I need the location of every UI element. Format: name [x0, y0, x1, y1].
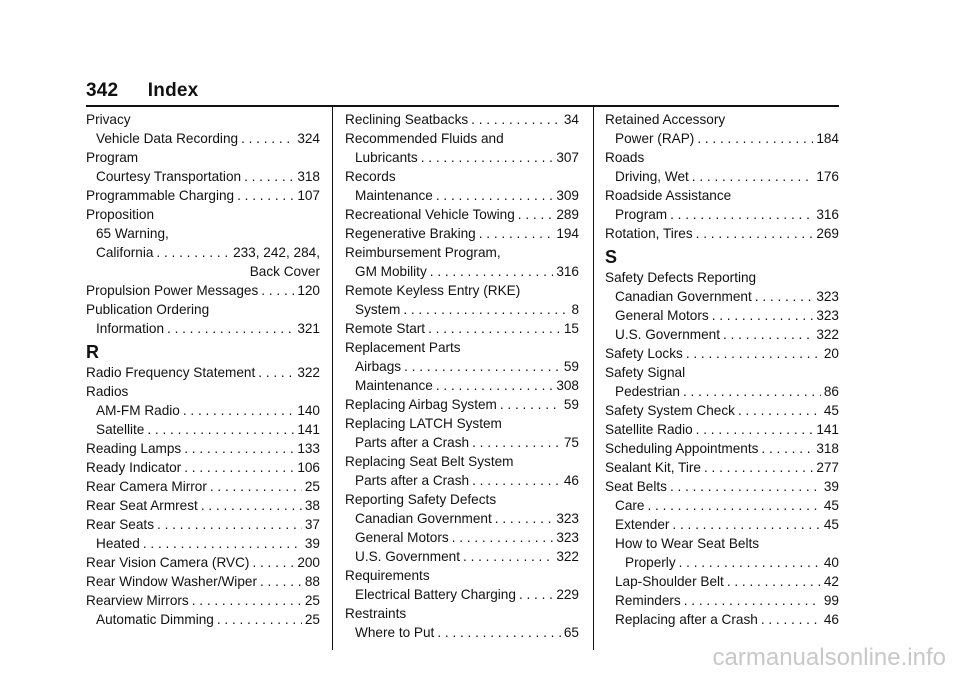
- entry-text: AM-FM Radio: [96, 403, 180, 418]
- page-ref: 42: [823, 574, 839, 589]
- entry-text: Courtesy Transportation: [96, 169, 242, 184]
- index-entry: [605, 439, 839, 458]
- entry-text: System: [355, 302, 401, 317]
- dot-leader: [436, 186, 553, 205]
- entry-text: Lubricants: [355, 150, 418, 165]
- index-heading: [605, 268, 839, 287]
- page-ref: 99: [823, 593, 839, 608]
- dot-leader: [217, 610, 302, 629]
- page-number: 342: [86, 80, 119, 101]
- page-ref: 15: [563, 321, 579, 336]
- page-ref: 323: [556, 530, 579, 545]
- index-entry: [605, 401, 839, 420]
- entry-text: Information: [96, 321, 165, 336]
- dot-leader: [479, 224, 554, 243]
- entry-text: Care: [615, 498, 645, 513]
- index-entry: [345, 623, 579, 642]
- entry-text: Reading Lamps: [86, 441, 182, 456]
- index-entry: [86, 439, 320, 458]
- page-ref: 86: [823, 384, 839, 399]
- index-heading: [345, 414, 579, 433]
- entry-text: Rear Seats: [86, 517, 155, 532]
- entry-text: Heated: [96, 536, 140, 551]
- dot-leader: [684, 591, 821, 610]
- dot-leader: [723, 325, 813, 344]
- section-letter: S: [605, 247, 618, 267]
- page-ref: 40: [823, 555, 839, 570]
- entry-text: Program: [615, 207, 668, 222]
- index-entry: [345, 547, 579, 566]
- entry-text: Parts after a Crash: [355, 473, 470, 488]
- entry-text: Lap-Shoulder Belt: [615, 574, 724, 589]
- page-ref: 176: [816, 169, 839, 184]
- index-entry: [86, 553, 320, 572]
- index-entry: [345, 395, 579, 414]
- page-ref: 269: [816, 226, 839, 241]
- dot-leader: [184, 439, 294, 458]
- index-entry: [345, 262, 579, 281]
- index-entry: [86, 591, 320, 610]
- entry-text: Airbags: [355, 359, 402, 374]
- dot-leader: [495, 509, 554, 528]
- entry-text: GM Mobility: [355, 264, 427, 279]
- dot-leader: [738, 401, 821, 420]
- dot-leader: [167, 319, 294, 338]
- entry-text: Rear Window Washer/Wiper: [86, 574, 257, 589]
- entry-text: Replacing Seat Belt System: [345, 454, 514, 469]
- page-ref: 107: [297, 188, 320, 203]
- dot-leader: [518, 205, 554, 224]
- page-ref: 318: [297, 169, 320, 184]
- entry-text: Seat Belts: [605, 479, 667, 494]
- entry-text: How to Wear Seat Belts: [615, 536, 760, 551]
- page-ref: 25: [304, 612, 320, 627]
- index-entry: [86, 572, 320, 591]
- entry-text: Recreational Vehicle Towing: [345, 207, 515, 222]
- page-ref: 25: [304, 593, 320, 608]
- page-ref: 37: [304, 517, 320, 532]
- dot-leader: [463, 547, 553, 566]
- index-heading: [86, 148, 320, 167]
- page-ref: 309: [556, 188, 579, 203]
- page-ref: 323: [816, 289, 839, 304]
- dot-leader: [183, 401, 294, 420]
- index-entry: [605, 553, 839, 572]
- index-entry: [345, 148, 579, 167]
- page-ref: 322: [556, 549, 579, 564]
- entry-text: California: [96, 245, 154, 260]
- entry-text: Satellite Radio: [605, 422, 693, 437]
- dot-leader: [252, 553, 294, 572]
- entry-text: Replacing after a Crash: [615, 612, 758, 627]
- index-entry: [605, 325, 839, 344]
- index-heading: [86, 110, 320, 129]
- dot-leader: [421, 148, 554, 167]
- entry-text: Maintenance: [355, 188, 433, 203]
- index-entry: [605, 382, 839, 401]
- entry-text: Reimbursement Program,: [345, 245, 501, 260]
- index-entry: [86, 477, 320, 496]
- index-heading: [345, 452, 579, 471]
- index-entry: [345, 110, 579, 129]
- dot-leader: [184, 458, 294, 477]
- entry-text: Recommended Fluids and: [345, 131, 504, 146]
- dot-leader: [430, 262, 554, 281]
- index-heading: [86, 300, 320, 319]
- index-entry: [345, 224, 579, 243]
- entry-text: Rear Vision Camera (RVC): [86, 555, 250, 570]
- index-entry: [86, 610, 320, 629]
- page-ref: 133: [297, 441, 320, 456]
- dot-leader: [704, 458, 813, 477]
- entry-text: Reminders: [615, 593, 681, 608]
- entry-text: Scheduling Appointments: [605, 441, 759, 456]
- page-ref: 316: [556, 264, 579, 279]
- page-ref: 106: [297, 460, 320, 475]
- dot-leader: [519, 585, 553, 604]
- index-heading: [86, 205, 320, 224]
- index-heading: [345, 604, 579, 623]
- index-entry: [86, 458, 320, 477]
- dot-leader: [670, 477, 821, 496]
- entry-text: Propulsion Power Messages: [86, 283, 259, 298]
- dot-leader: [404, 357, 561, 376]
- dot-leader: [696, 224, 814, 243]
- index-entry: [345, 585, 579, 604]
- page-ref: 140: [297, 403, 320, 418]
- index-entry: [605, 306, 839, 325]
- page-ref: 194: [556, 226, 579, 241]
- entry-text: Automatic Dimming: [96, 612, 214, 627]
- dot-leader: [201, 496, 302, 515]
- index-entry: [86, 420, 320, 439]
- entry-text: Remote Keyless Entry (RKE): [345, 283, 521, 298]
- index-heading: [86, 224, 320, 243]
- entry-text: Remote Start: [345, 321, 426, 336]
- index-heading: [345, 490, 579, 509]
- index-entry: [605, 129, 839, 148]
- dot-leader: [436, 376, 553, 395]
- index-entry: [605, 420, 839, 439]
- index-heading: [86, 262, 320, 281]
- dot-leader: [697, 129, 813, 148]
- index-entry: [86, 363, 320, 382]
- index-heading: [605, 110, 839, 129]
- watermark: carmanualsonline.info: [712, 644, 946, 671]
- entry-text: Roads: [605, 150, 645, 165]
- index-entry: [345, 186, 579, 205]
- entry-text: Where to Put: [355, 625, 435, 640]
- index-entry: [345, 528, 579, 547]
- index-entry: [605, 477, 839, 496]
- index-heading: [605, 148, 839, 167]
- entry-text: Pedestrian: [615, 384, 680, 399]
- dot-leader: [672, 515, 820, 534]
- page-ref: 20: [823, 346, 839, 361]
- dot-leader: [258, 363, 294, 382]
- index-entry: [86, 515, 320, 534]
- index-entry: [605, 610, 839, 629]
- index-entry: [345, 300, 579, 319]
- page-ref: 65: [563, 625, 579, 640]
- dot-leader: [403, 300, 568, 319]
- index-heading: [345, 129, 579, 148]
- page-ref: 323: [816, 308, 839, 323]
- entry-text: U.S. Government: [355, 549, 461, 564]
- page-ref: 307: [556, 150, 579, 165]
- entry-text: Requirements: [345, 568, 430, 583]
- header-rule: [86, 105, 839, 107]
- entry-text: General Motors: [355, 530, 449, 545]
- entry-text: Ready Indicator: [86, 460, 182, 475]
- page-ref: 323: [556, 511, 579, 526]
- page-ref: 184: [816, 131, 839, 146]
- entry-text: Maintenance: [355, 378, 433, 393]
- dot-leader: [679, 553, 821, 572]
- column-divider: [332, 105, 333, 650]
- entry-text: Rear Camera Mirror: [86, 479, 207, 494]
- page-ref: 141: [816, 422, 839, 437]
- index-heading: [345, 338, 579, 357]
- index-heading: [605, 534, 839, 553]
- dot-leader: [683, 382, 821, 401]
- page-ref: 8: [571, 302, 579, 317]
- page-ref: 229: [556, 587, 579, 602]
- entry-text: Rearview Mirrors: [86, 593, 189, 608]
- entry-text: Retained Accessory: [605, 112, 726, 127]
- dot-leader: [696, 420, 814, 439]
- entry-text: Replacing LATCH System: [345, 416, 502, 431]
- page-header: [86, 80, 198, 102]
- index-column-2: [345, 110, 579, 642]
- page-ref: 200: [297, 555, 320, 570]
- dot-leader: [686, 344, 821, 363]
- index-entry: [86, 401, 320, 420]
- entry-text: Satellite: [96, 422, 145, 437]
- dot-leader: [755, 287, 814, 306]
- dot-leader: [210, 477, 302, 496]
- entry-text: Regenerative Braking: [345, 226, 476, 241]
- index-entry: [86, 186, 320, 205]
- entry-text: Restraints: [345, 606, 407, 621]
- entry-text: Canadian Government: [355, 511, 492, 526]
- page-ref: 277: [816, 460, 839, 475]
- entry-text: Program: [86, 150, 139, 165]
- index-entry: [86, 496, 320, 515]
- entry-text: Rotation, Tires: [605, 226, 693, 241]
- index-entry: [605, 167, 839, 186]
- entry-text: Programmable Charging: [86, 188, 235, 203]
- index-entry: [86, 243, 320, 262]
- entry-text: Safety Locks: [605, 346, 683, 361]
- dot-leader: [472, 471, 561, 490]
- dot-leader: [692, 167, 814, 186]
- page-title: Index: [147, 80, 199, 101]
- index-heading: [345, 167, 579, 186]
- entry-text: Replacing Airbag System: [345, 397, 497, 412]
- page-ref: 45: [823, 498, 839, 513]
- page-ref: 75: [563, 435, 579, 450]
- dot-leader: [727, 572, 821, 591]
- column-divider: [593, 105, 594, 650]
- page-ref: 25: [304, 479, 320, 494]
- page-ref: 46: [563, 473, 579, 488]
- index-entry: [345, 357, 579, 376]
- dot-leader: [241, 129, 294, 148]
- page-ref: 308: [556, 378, 579, 393]
- entry-text: Safety Signal: [605, 365, 686, 380]
- entry-text: Reclining Seatbacks: [345, 112, 469, 127]
- page-ref: 59: [563, 359, 579, 374]
- entry-text: General Motors: [615, 308, 709, 323]
- page-ref: 316: [816, 207, 839, 222]
- dot-leader: [761, 439, 813, 458]
- entry-text: Roadside Assistance: [605, 188, 732, 203]
- dot-leader: [647, 496, 820, 515]
- entry-text: Vehicle Data Recording: [96, 131, 239, 146]
- index-entry: [605, 572, 839, 591]
- page-ref: 289: [556, 207, 579, 222]
- page-ref: 34: [563, 112, 579, 127]
- index-entry: [605, 515, 839, 534]
- entry-text: Properly: [625, 555, 676, 570]
- entry-text: U.S. Government: [615, 327, 721, 342]
- dot-leader: [471, 110, 561, 129]
- dot-leader: [156, 243, 230, 262]
- dot-leader: [437, 623, 561, 642]
- dot-leader: [261, 281, 294, 300]
- index-entry: [86, 534, 320, 553]
- entry-text: Radios: [86, 384, 129, 399]
- entry-text: Replacement Parts: [345, 340, 461, 355]
- dot-leader: [244, 167, 294, 186]
- dot-leader: [157, 515, 302, 534]
- page-ref: 322: [297, 365, 320, 380]
- section-letter: R: [86, 342, 99, 362]
- index-entry: [605, 287, 839, 306]
- entry-text: Sealant Kit, Tire: [605, 460, 701, 475]
- entry-text: Rear Seat Armrest: [86, 498, 198, 513]
- index-entry: [86, 319, 320, 338]
- dot-leader: [761, 610, 821, 629]
- dot-leader: [143, 534, 302, 553]
- index-heading: [345, 566, 579, 585]
- entry-text: Extender: [615, 517, 670, 532]
- page-ref: 233, 242, 284,: [233, 245, 320, 260]
- index-entry: [605, 496, 839, 515]
- dot-leader: [192, 591, 302, 610]
- dot-leader: [472, 433, 561, 452]
- entry-text: Safety System Check: [605, 403, 735, 418]
- index-column-3: [605, 110, 839, 629]
- entry-text: Reporting Safety Defects: [345, 492, 497, 507]
- index-entry: [605, 224, 839, 243]
- page-ref: 39: [823, 479, 839, 494]
- dot-leader: [452, 528, 554, 547]
- index-entry: [605, 591, 839, 610]
- index-entry: [345, 205, 579, 224]
- dot-leader: [670, 205, 813, 224]
- index-entry: [605, 344, 839, 363]
- entry-text: Parts after a Crash: [355, 435, 470, 450]
- page-ref: 59: [563, 397, 579, 412]
- index-entry: [345, 509, 579, 528]
- index-entry: [86, 281, 320, 300]
- dot-leader: [428, 319, 561, 338]
- entry-text: Records: [345, 169, 396, 184]
- page-ref: 46: [823, 612, 839, 627]
- dot-leader: [237, 186, 294, 205]
- index-entry: [86, 167, 320, 186]
- index-heading: [86, 382, 320, 401]
- page-ref: 120: [297, 283, 320, 298]
- index-heading: [605, 186, 839, 205]
- page-ref: 45: [823, 403, 839, 418]
- index-heading: [605, 363, 839, 382]
- index-entry: [605, 458, 839, 477]
- index-heading: [345, 281, 579, 300]
- page-ref: 88: [304, 574, 320, 589]
- entry-text: Safety Defects Reporting: [605, 270, 757, 285]
- entry-text: Proposition: [86, 207, 155, 222]
- index-entry: [605, 205, 839, 224]
- entry-text: Radio Frequency Statement: [86, 365, 256, 380]
- dot-leader: [712, 306, 814, 325]
- page-ref: 141: [297, 422, 320, 437]
- index-heading: [345, 243, 579, 262]
- page-ref: 324: [297, 131, 320, 146]
- index-entry: [86, 129, 320, 148]
- entry-text: Canadian Government: [615, 289, 752, 304]
- dot-leader: [147, 420, 294, 439]
- entry-text: Back Cover: [249, 264, 320, 279]
- entry-text: Publication Ordering: [86, 302, 210, 317]
- index-column-1: [86, 110, 320, 629]
- page-ref: 39: [304, 536, 320, 551]
- index-entry: [345, 433, 579, 452]
- entry-text: Privacy: [86, 112, 131, 127]
- dot-leader: [260, 572, 302, 591]
- entry-text: Driving, Wet: [615, 169, 689, 184]
- entry-text: Power (RAP): [615, 131, 695, 146]
- dot-leader: [500, 395, 561, 414]
- page-ref: 321: [297, 321, 320, 336]
- page-ref: 318: [816, 441, 839, 456]
- entry-text: 65 Warning,: [96, 226, 169, 241]
- index-entry: [345, 471, 579, 490]
- index-entry: [345, 319, 579, 338]
- entry-text: Electrical Battery Charging: [355, 587, 516, 602]
- page-ref: 322: [816, 327, 839, 342]
- page-ref: 45: [823, 517, 839, 532]
- index-entry: [345, 376, 579, 395]
- page-ref: 38: [304, 498, 320, 513]
